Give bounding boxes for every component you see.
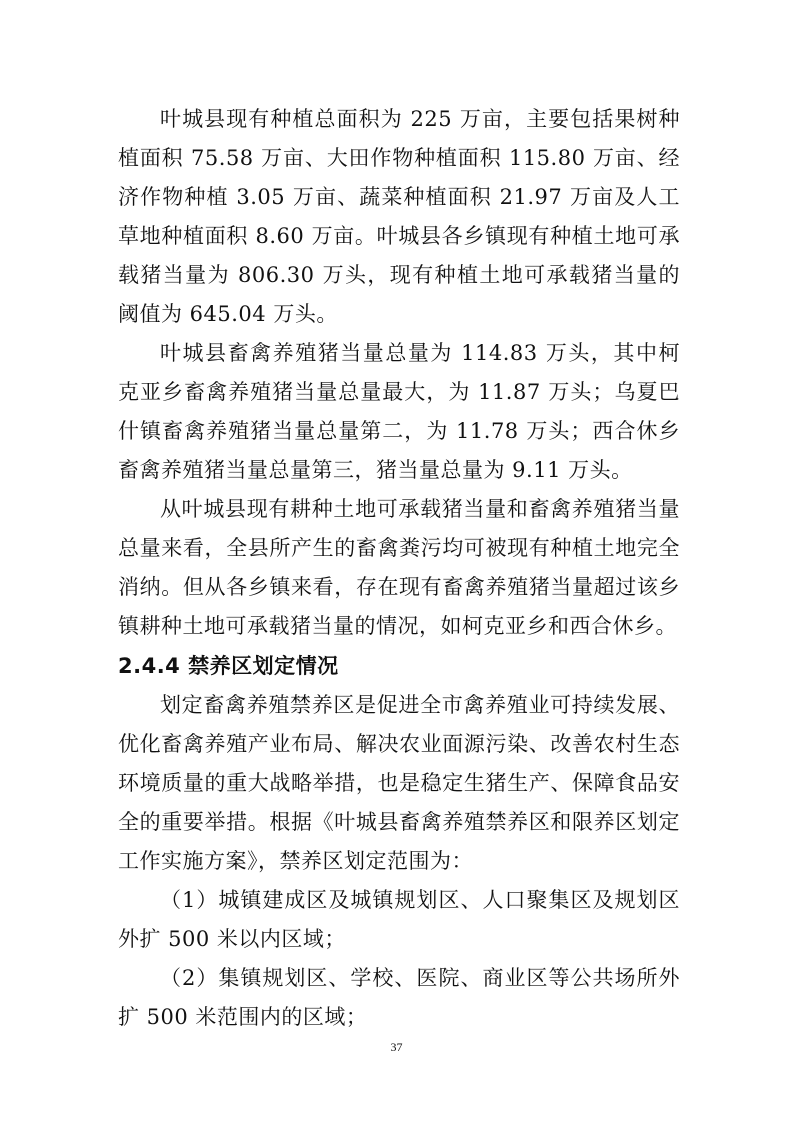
paragraph-capacity-analysis: 从叶城县现有耕种土地可承载猪当量和畜禽养殖猪当量总量来看，全县所产生的畜禽粪污均可被现有种植土地完全消纳。但从各乡镇来看，存在现有畜禽养殖猪当量超过该乡镇耕种土地可承载猪当量的情况，如柯克亚乡和西合休乡。 xyxy=(118,497,680,638)
section-heading: 2.4.4 禁养区划定情况 xyxy=(118,654,339,678)
list-item-2: （2）集镇规划区、学校、医院、商业区等公共场所外扩 500 米范围内的区域； xyxy=(118,966,680,1029)
paragraph-livestock-total: 叶城县畜禽养殖猪当量总量为 114.83 万头，其中柯克亚乡畜禽养殖猪当量总量最大，为 11.87 万头；乌夏巴什镇畜禽养殖猪当量总量第二，为 11.78 万头；西合休乡畜禽养殖猪当量总量第三，猪当量总量为 9.11 万头。 xyxy=(118,341,680,482)
body-text xyxy=(118,100,680,1037)
paragraph-planting-area: 叶城县现有种植总面积为 225 万亩，主要包括果树种植面积 75.58 万亩、大田作物种植面积 115.80 万亩、经济作物种植 3.05 万亩、蔬菜种植面积 21.97 万亩及人工草地种植面积 8.60 万亩。叶城县各乡镇现有种植土地可承载猪当量为 806.30 万头，现有种植土地可承载猪当量的阈值为 645.04 万头。 xyxy=(118,107,680,326)
page-number: 37 xyxy=(390,1040,403,1054)
list-item-1: （1）城镇建成区及城镇规划区、人口聚集区及规划区外扩 500 米以内区域； xyxy=(118,888,680,951)
paragraph-prohibited-zone-intro: 划定畜禽养殖禁养区是促进全市禽养殖业可持续发展、优化畜禽养殖产业布局、解决农业面源污染、改善农村生态环境质量的重大战略举措，也是稳定生猪生产、保障食品安全的重要举措。根据《叶城县畜禽养殖禁养区和限养区划定工作实施方案》，禁养区划定范围为： xyxy=(118,693,680,873)
